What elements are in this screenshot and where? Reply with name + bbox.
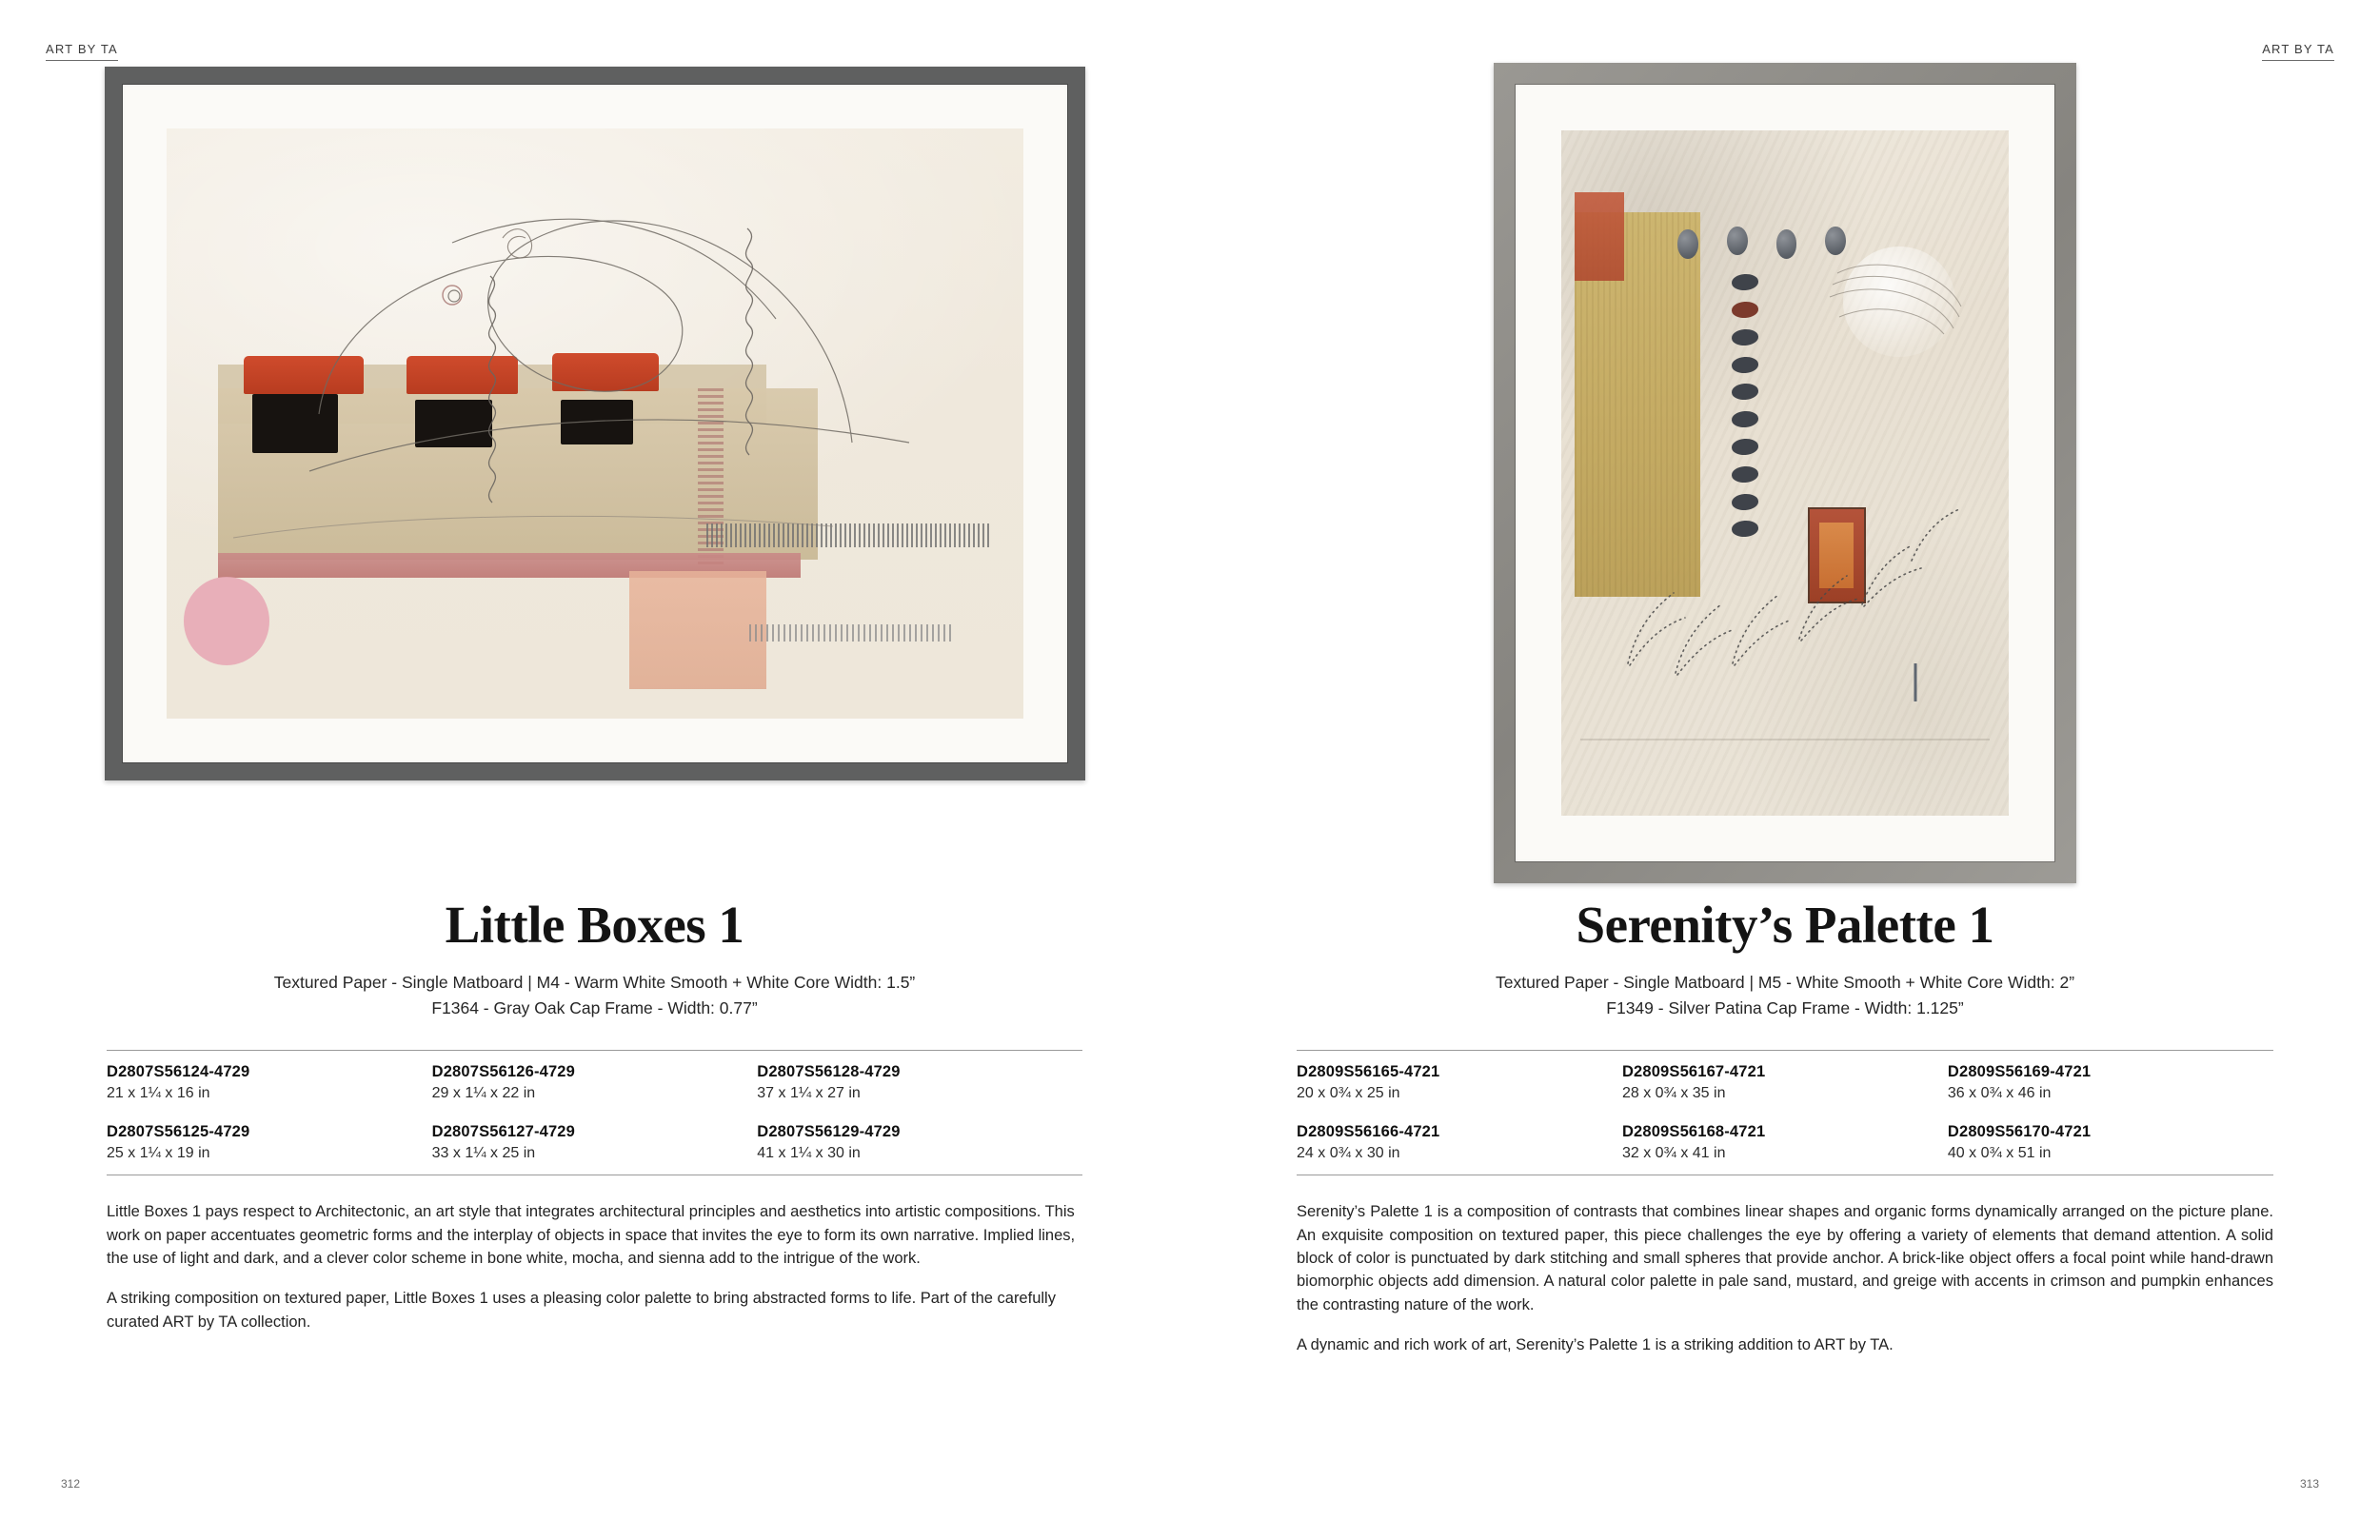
sku-code: D2807S56125-4729	[107, 1123, 250, 1141]
sku-cell	[1622, 1063, 1948, 1102]
sku-code: D2807S56124-4729	[107, 1063, 250, 1081]
sku-dimensions: 28 x 0¾ x 35 in	[1621, 1085, 1726, 1102]
sku-cell	[1622, 1123, 1948, 1162]
sku-dimensions: 29 x 1¼ x 22 in	[431, 1085, 536, 1102]
sku-cell	[432, 1063, 758, 1102]
sku-cell	[757, 1063, 1082, 1102]
sku-code: D2809S56168-4721	[1621, 1123, 1766, 1141]
sku-dimensions: 24 x 0¾ x 30 in	[1297, 1145, 1400, 1162]
artwork-title: Serenity’s Palette 1	[1576, 896, 1994, 954]
spec-line-2: F1349 - Silver Patina Cap Frame - Width: 1.125”	[1606, 998, 1964, 1018]
page-number-right: 313	[2299, 1477, 2319, 1491]
page-number-left: 312	[61, 1477, 81, 1491]
artwork-specs	[1297, 970, 2273, 1021]
sku-cell	[1297, 1063, 1622, 1102]
sku-cell	[432, 1123, 758, 1162]
table-row	[107, 1123, 1082, 1162]
sku-cell	[107, 1063, 432, 1102]
page-right	[1190, 0, 2380, 1540]
artwork-little-boxes	[0, 67, 1189, 780]
artwork-description	[1297, 1200, 2273, 1356]
sku-table	[1297, 1050, 2273, 1175]
sku-code: D2809S56165-4721	[1297, 1063, 1440, 1081]
description-paragraph: Serenity’s Palette 1 is a composition of contrasts that combines linear shapes and organic forms dynamically arranged on the picture plane. An exquisite composition on textured paper, this piece challenges the eye by offering a variety of elements that demand attention. A solid block of color is punctuated by dark stitching and small spheres that provide anchor. A brick-like object offers a focal point while hand-drawn biomorphic objects add dimension. A natural color palette in pale sand, mustard, and greige with accents in crimson and pumpkin enhances the contrasting nature of the work.	[1297, 1203, 2273, 1313]
artwork-line-drawing	[1561, 130, 2009, 816]
sku-code: D2807S56126-4729	[431, 1063, 575, 1081]
sku-dimensions: 33 x 1¼ x 25 in	[431, 1145, 536, 1162]
sku-dimensions: 32 x 0¾ x 41 in	[1621, 1145, 1726, 1162]
sku-dimensions: 21 x 1¼ x 16 in	[107, 1085, 210, 1102]
sku-code: D2807S56127-4729	[431, 1123, 575, 1141]
matboard	[1516, 85, 2054, 861]
page-left-text-block	[107, 895, 1082, 1351]
sku-cell	[757, 1123, 1082, 1162]
sku-dimensions: 41 x 1¼ x 30 in	[757, 1145, 861, 1162]
table-row	[1297, 1063, 2273, 1102]
sku-code: D2809S56170-4721	[1947, 1123, 2092, 1141]
artwork-specs	[107, 970, 1082, 1021]
running-head-left: ART BY TA	[46, 42, 118, 61]
sku-code: D2809S56166-4721	[1297, 1123, 1440, 1141]
sku-cell	[1948, 1123, 2273, 1162]
sku-code: D2809S56167-4721	[1621, 1063, 1766, 1081]
artwork-title: Little Boxes 1	[445, 896, 744, 954]
page-right-text-block	[1297, 895, 2273, 1374]
sku-code: D2807S56129-4729	[757, 1123, 901, 1141]
artwork-canvas	[167, 128, 1023, 719]
picture-frame	[105, 67, 1085, 780]
sku-code: D2809S56169-4721	[1947, 1063, 2092, 1081]
sku-table	[107, 1050, 1082, 1175]
sku-cell	[1948, 1063, 2273, 1102]
description-paragraph: A dynamic and rich work of art, Serenity’s Palette 1 is a striking addition to ART by TA.	[1297, 1336, 1894, 1354]
artwork-serenitys-palette	[1190, 63, 2380, 883]
picture-frame	[1494, 63, 2076, 883]
spec-line-1: Textured Paper - Single Matboard | M4 - Warm White Smooth + White Core Width: 1.5”	[273, 973, 916, 992]
description-paragraph: A striking composition on textured paper, Little Boxes 1 uses a pleasing color palette to bring abstracted forms to life. Part of the carefully curated ART by TA collection.	[107, 1290, 1056, 1331]
running-head-right: ART BY TA	[2262, 42, 2334, 61]
frame-bevel	[1515, 84, 2055, 862]
artwork-canvas	[1561, 130, 2009, 816]
spec-line-1: Textured Paper - Single Matboard | M5 - White Smooth + White Core Width: 2”	[1495, 973, 2075, 992]
sku-code: D2807S56128-4729	[757, 1063, 901, 1081]
matboard	[123, 85, 1067, 762]
sku-dimensions: 36 x 0¾ x 46 in	[1947, 1085, 2052, 1102]
sku-cell	[1297, 1123, 1622, 1162]
sku-cell	[107, 1123, 432, 1162]
artwork-description	[107, 1200, 1082, 1333]
spec-line-2: F1364 - Gray Oak Cap Frame - Width: 0.77”	[431, 998, 758, 1018]
sku-dimensions: 20 x 0¾ x 25 in	[1297, 1085, 1400, 1102]
sku-dimensions: 25 x 1¼ x 19 in	[107, 1145, 210, 1162]
frame-bevel	[122, 84, 1068, 763]
description-paragraph: Little Boxes 1 pays respect to Architectonic, an art style that integrates architectural principles and aesthetics into artistic compositions. This work on paper accentuates geometric forms and the interplay of objects in space that invites the eye to form its own narrative. Implied lines, the use of light and dark, and a clever color scheme in bone white, mocha, and sienna add to the intrigue of the work.	[107, 1203, 1076, 1268]
artwork-line-drawing	[167, 128, 1023, 719]
sku-dimensions: 40 x 0¾ x 51 in	[1947, 1145, 2052, 1162]
sku-dimensions: 37 x 1¼ x 27 in	[757, 1085, 861, 1102]
table-row	[107, 1063, 1082, 1102]
table-row	[1297, 1123, 2273, 1162]
